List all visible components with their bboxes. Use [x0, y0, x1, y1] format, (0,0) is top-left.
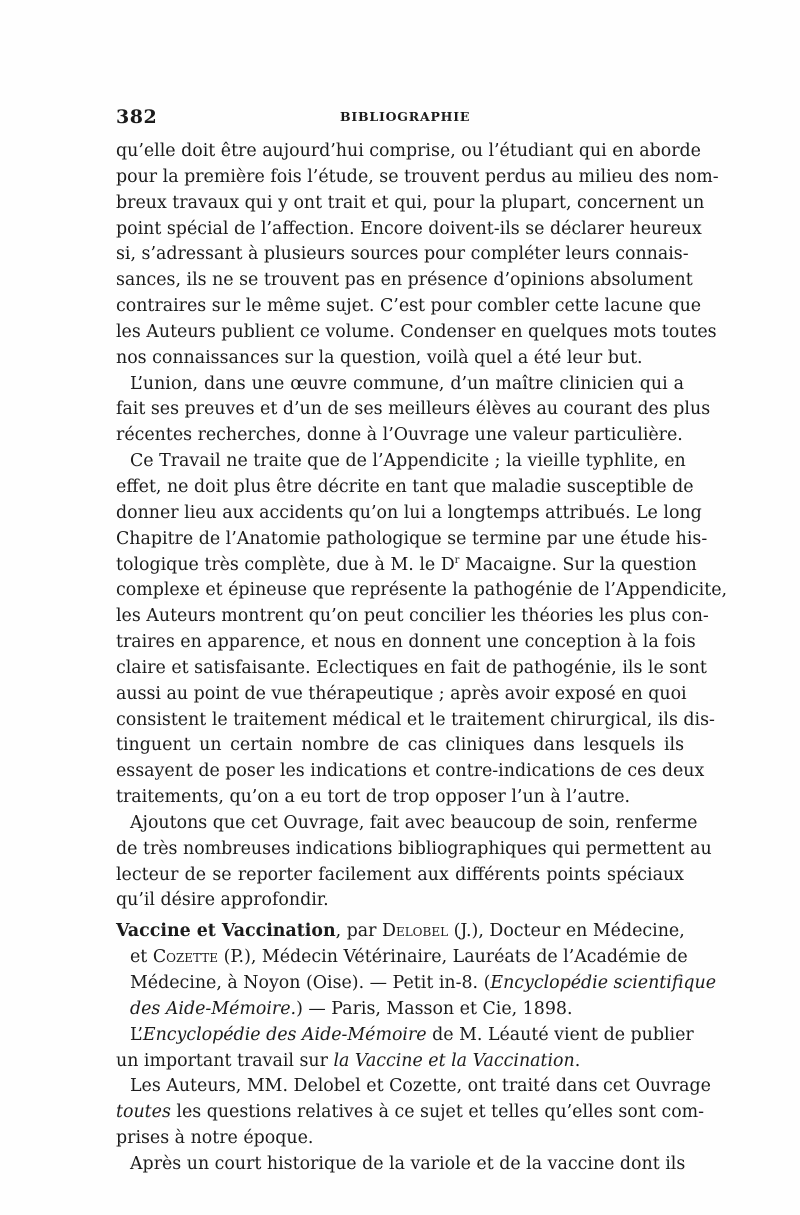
text-line: tinguent un certain nombre de cas cliniques dans lesquels ils: [116, 735, 684, 756]
entry-review: [116, 1023, 711, 1178]
text-line: contraires sur le même sujet. C’est pour combler cette lacune que: [116, 296, 702, 317]
page-number: 382: [116, 106, 158, 128]
text-line: breux travaux qui y ont trait et qui, pour la plupart, concernent un: [116, 192, 705, 213]
review-paragraphs: [116, 139, 728, 914]
text-line: donner lieu aux accidents qu’on lui a longtemps attribués. Le long: [116, 502, 702, 523]
text-line: Ce Travail ne traite que de l’Appendicite ; la vieille typhlite, en: [130, 451, 686, 472]
entry-authors: , par Delobel (J.), Docteur en Médecine,: [335, 921, 685, 942]
text-line: Chapitre de l’Anatomie pathologique se termine par une étude his-: [116, 528, 708, 549]
text-line: consistent le traitement médical et le traitement chirurgical, ils dis-: [116, 709, 715, 730]
bibliographic-entry: [116, 919, 717, 1022]
text-line: les Auteurs montrent qu’on peut concilier les théories les plus con-: [116, 606, 709, 627]
text-line: qu’elle doit être aujourd’hui comprise, ou l’étudiant qui en aborde: [116, 141, 701, 161]
text-line: un important travail sur la Vaccine et la Vaccination.: [116, 1050, 581, 1071]
text-line: lecteur de se reporter facilement aux différents points spéciaux: [116, 864, 684, 885]
text-line: de très nombreuses indications bibliographiques qui permettent au: [116, 838, 712, 859]
text-line: effet, ne doit plus être décrite en tant que maladie susceptible de: [116, 476, 694, 497]
text-line: point spécial de l’affection. Encore doivent-ils se déclarer heureux: [116, 218, 702, 239]
text-line: Les Auteurs, MM. Delobel et Cozette, ont traité dans cet Ouvrage: [130, 1076, 711, 1097]
text-line: prises à notre époque.: [116, 1128, 314, 1149]
text-line: pour la première fois l’étude, se trouvent perdus au milieu des nom-: [116, 166, 719, 187]
text-line: fait ses preuves et d’un de ses meilleurs élèves au courant des plus: [116, 399, 711, 420]
text-line: si, s’adressant à plusieurs sources pour compléter leurs connais-: [116, 244, 689, 265]
text-line: les Auteurs publient ce volume. Condenser en quelques mots toutes: [116, 321, 717, 342]
text-line: L’Encyclopédie des Aide-Mémoire de M. Léauté vient de publier: [130, 1024, 694, 1045]
text-line: toutes les questions relatives à ce sujet et telles qu’elles sont com-: [116, 1102, 705, 1123]
text-line: traitements, qu’on a eu tort de trop opposer l’un à l’autre.: [116, 787, 631, 808]
body-text: [116, 139, 728, 1178]
page-header: [116, 106, 686, 130]
text-line: qu’il désire approfondir.: [116, 890, 329, 911]
text-line: L’union, dans une œuvre commune, d’un maître clinicien qui a: [130, 373, 684, 394]
text-line: complexe et épineuse que représente la pathogénie de l’Appendicite,: [116, 580, 728, 601]
entry-line: Médecine, à Noyon (Oise). — Petit in-8. (Encyclopédie scientifique: [130, 973, 717, 993]
text-line: Ajoutons que cet Ouvrage, fait avec beaucoup de soin, renferme: [130, 812, 698, 833]
entry-line: [116, 919, 684, 945]
text-line: claire et satisfaisante. Eclectiques en fait de pathogénie, ils le sont: [116, 657, 707, 678]
text-line: Après un court historique de la variole et de la vaccine dont ils: [130, 1153, 686, 1174]
entry-line: des Aide-Mémoire.) — Paris, Masson et Cie, 1898.: [130, 998, 573, 1019]
running-head: BIBLIOGRAPHIE: [340, 109, 471, 124]
text-line: récentes recherches, donne à l’Ouvrage une valeur particulière.: [116, 425, 683, 446]
text-line: sances, ils ne se trouvent pas en présence d’opinions absolument: [116, 270, 693, 291]
text-line: tologique très complète, due à M. le $D^r$ Macaigne. Sur la question: [116, 554, 697, 575]
entry-line: et Cozette (P.), Médecin Vétérinaire, Lauréats de l’Académie de: [130, 947, 688, 968]
text-line: traires en apparence, et nous en donnent une conception à la fois: [116, 632, 696, 653]
text-line: aussi au point de vue thérapeutique ; après avoir exposé en quoi: [116, 683, 687, 704]
entry-title: Vaccine et Vaccination: [116, 921, 336, 942]
text-line: essayent de poser les indications et contre-indications de ces deux: [116, 761, 705, 782]
text-line: nos connaissances sur la question, voilà quel a été leur but.: [116, 347, 643, 368]
